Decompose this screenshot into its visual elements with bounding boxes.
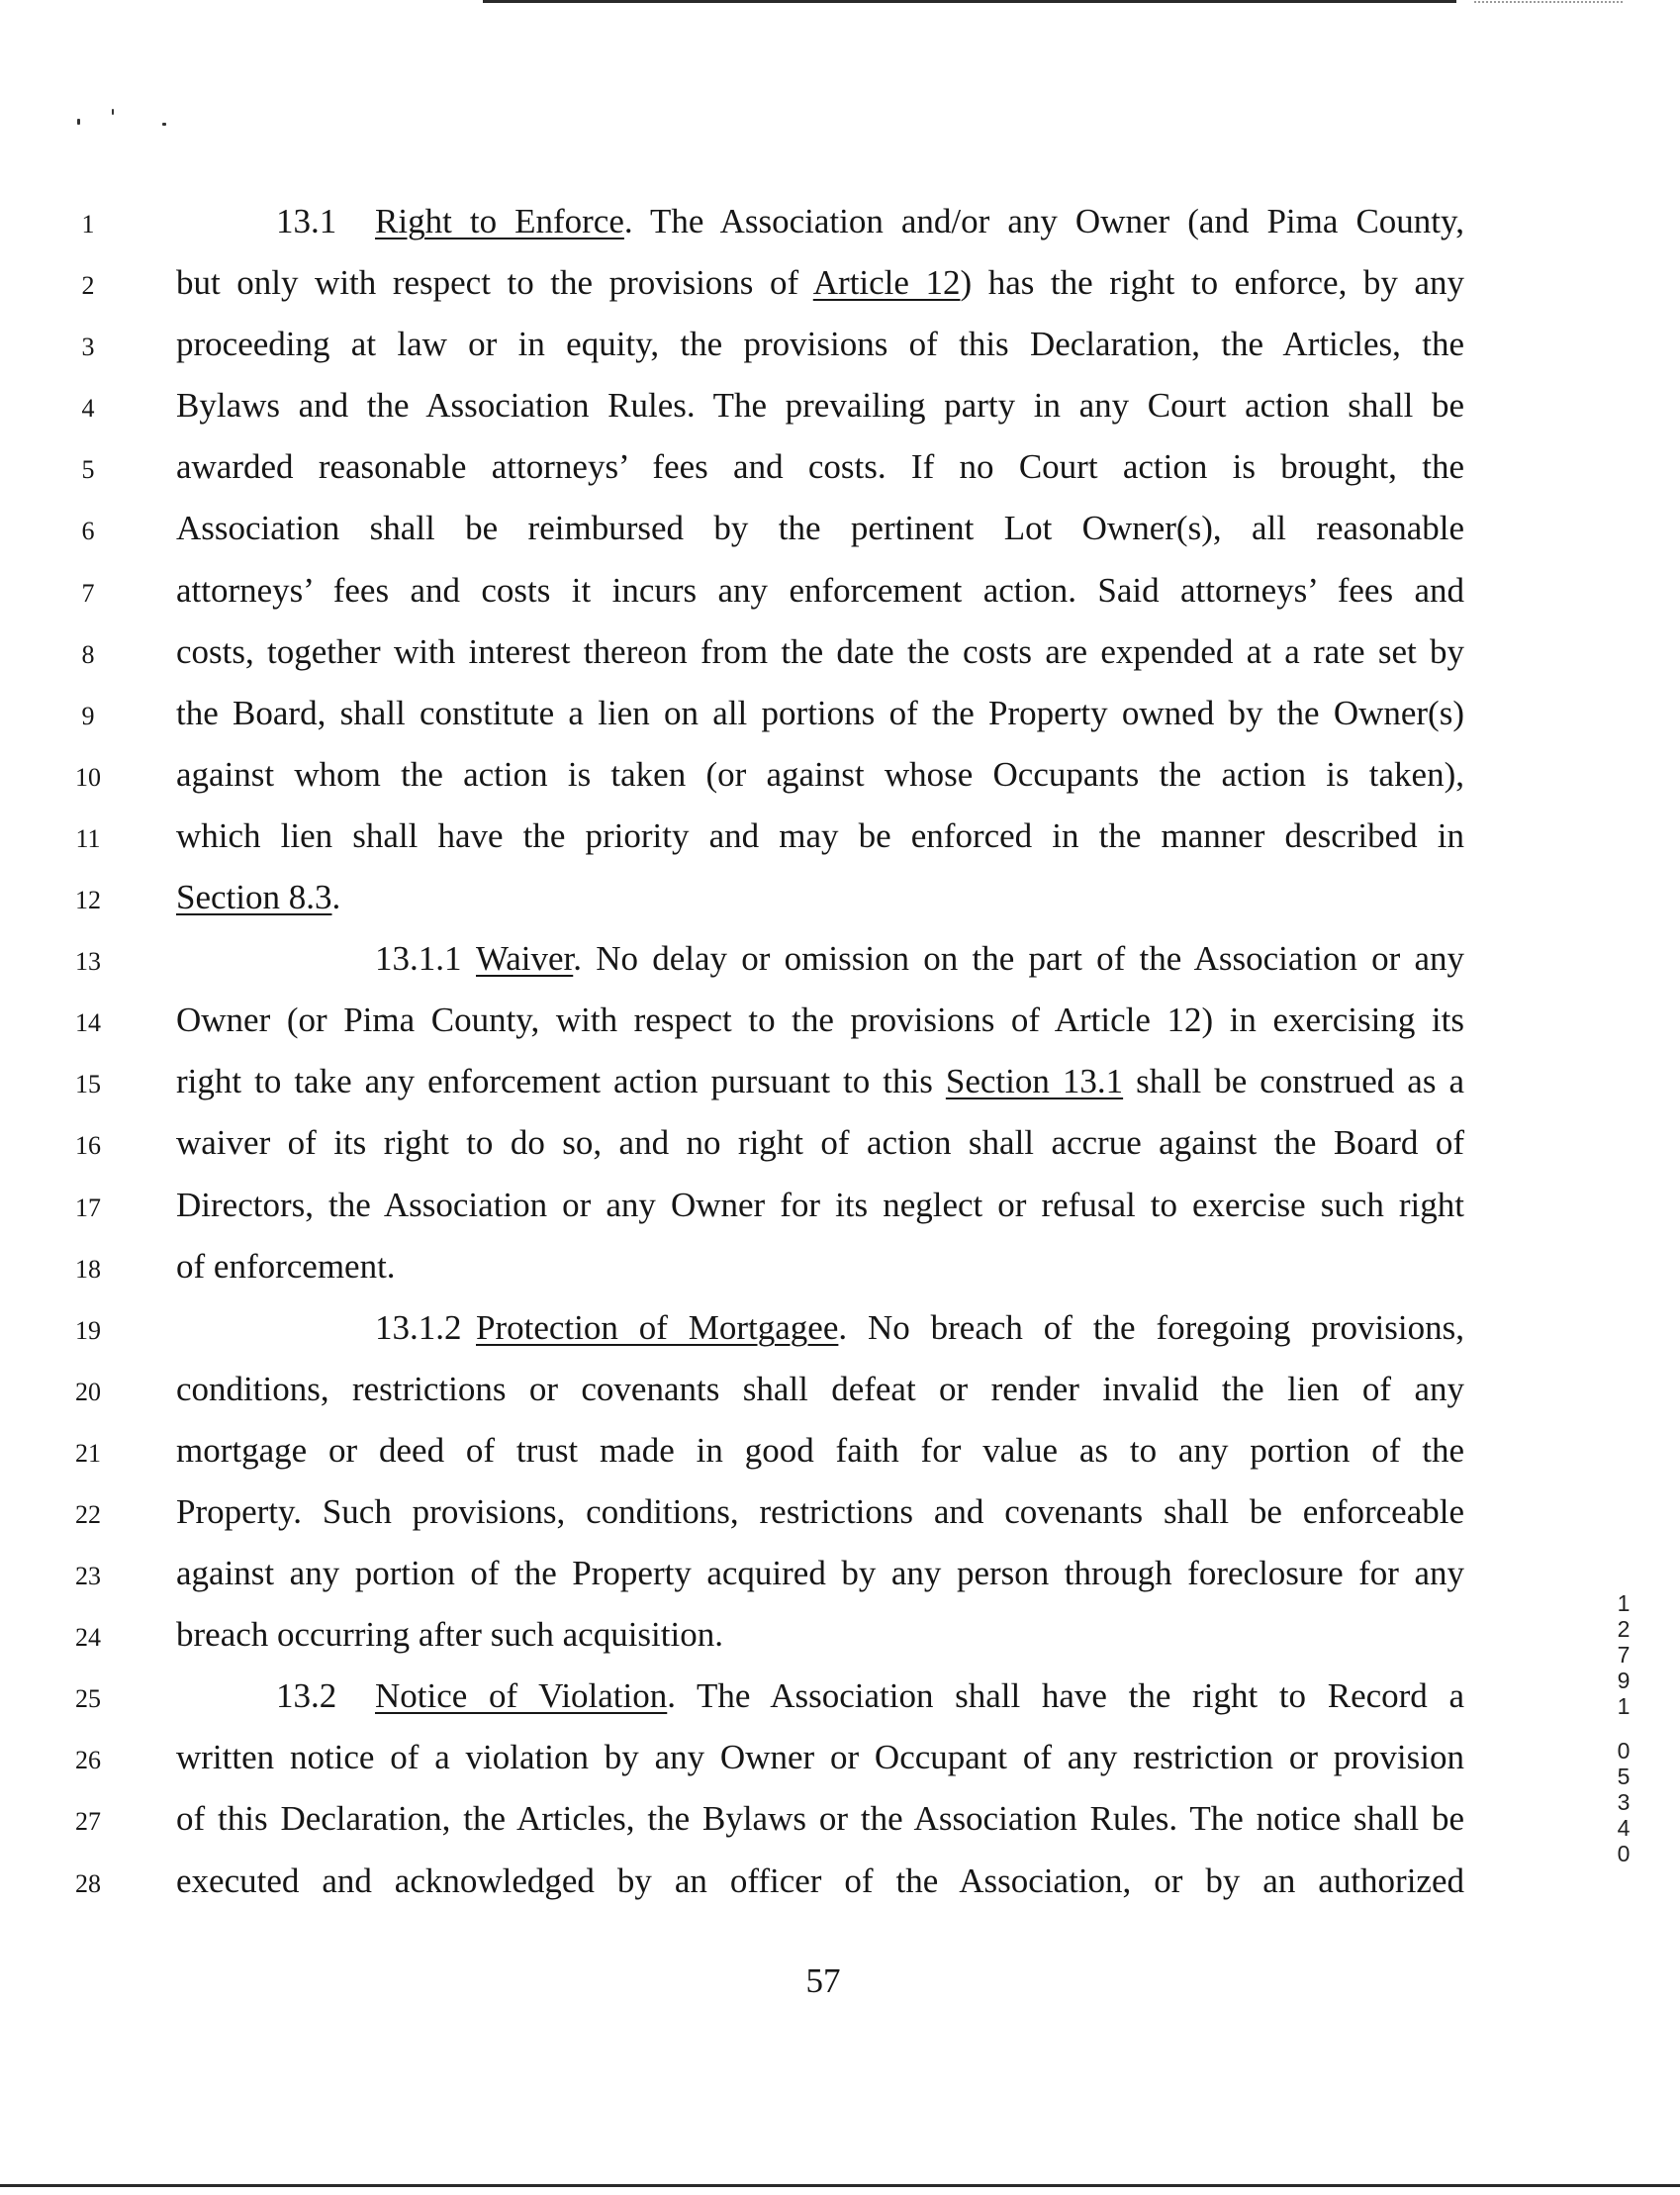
text-line (0, 1051, 1680, 1112)
line-text: the Board, shall constitute a lien on all portions of the Property owned by the Owner(s) (176, 693, 1464, 732)
line-number: 19 (75, 1315, 101, 1345)
line-number: 6 (81, 517, 95, 546)
text-line (0, 1481, 1680, 1543)
line-text: against whom the action is taken (or against whose Occupants the action is taken), (176, 754, 1464, 794)
text-line (0, 1727, 1680, 1788)
recording-stamp-part1: 12791 (1611, 1590, 1636, 1719)
text-line (0, 1297, 1680, 1359)
scan-speck (162, 123, 166, 126)
line-text: Owner (or Pima County, with respect to the provisions of Article 12) in exercising its (176, 1001, 1464, 1040)
line-number: 22 (75, 1499, 101, 1529)
line-number: 12 (75, 886, 101, 915)
cross-reference: Section 8.3 (176, 878, 332, 917)
text-line (0, 621, 1680, 683)
line-number: 26 (75, 1746, 101, 1775)
text-line (0, 1604, 1680, 1666)
line-text-rest: . No delay or omission on the part of the Association or any (573, 939, 1464, 979)
line-text-rest: . No breach of the foregoing provisions, (838, 1307, 1464, 1347)
section-number: 13.1 (276, 202, 337, 240)
line-text: Association shall be reimbursed by the pertinent Lot Owner(s), all reasonable (176, 509, 1464, 548)
line-number: 4 (81, 394, 95, 424)
numbered-text-body (0, 191, 1680, 1912)
line-number: 5 (81, 455, 95, 485)
line-text: against any portion of the Property acquired by any person through foreclosure for any (176, 1554, 1464, 1593)
line-number: 11 (75, 823, 101, 853)
text-line (0, 436, 1680, 498)
cross-reference: Section 13.1 (945, 1062, 1124, 1101)
section-number: 13.1.1 (375, 939, 462, 979)
section-heading: Protection of Mortgagee (476, 1307, 839, 1347)
text-line (0, 928, 1680, 990)
text-line (0, 314, 1680, 375)
line-number: 25 (75, 1684, 101, 1714)
text-line (0, 252, 1680, 314)
text-line (0, 744, 1680, 806)
line-text-rest: . The Association and/or any Owner (and Pima County, (623, 202, 1464, 240)
line-text: which lien shall have the priority and may be enforced in the manner described in (176, 815, 1464, 855)
line-text (176, 928, 1464, 990)
text-line (0, 191, 1680, 252)
text-line (0, 560, 1680, 621)
line-text: attorneys’ fees and costs it incurs any enforcement action. Said attorneys’ fees and (176, 570, 1464, 610)
section-number: 13.2 (276, 1676, 337, 1716)
cross-reference: Article 12 (812, 263, 961, 303)
line-text: written notice of a violation by any Owner or Occupant of any restriction or provision (176, 1738, 1464, 1777)
line-text: of enforcement. (176, 1246, 396, 1286)
text-line (0, 1788, 1680, 1850)
text-line (0, 1420, 1680, 1481)
text-line (0, 1175, 1680, 1236)
line-number: 23 (75, 1562, 101, 1591)
line-text-rest: shall be construed as a (1123, 1062, 1464, 1101)
line-text (176, 1051, 1464, 1112)
section-heading: Right to Enforce (375, 202, 624, 240)
scan-bottom-edge-line (0, 2184, 1680, 2187)
line-text: Bylaws and the Association Rules. The prevailing party in any Court action shall be (176, 386, 1464, 426)
line-text-rest: . The Association shall have the right to Record a (667, 1676, 1464, 1716)
line-number: 9 (81, 701, 95, 730)
line-text-rest: . (331, 878, 341, 917)
line-text-pre: but only with respect to the provisions of (176, 263, 813, 303)
section-number: 13.1.2 (375, 1307, 462, 1347)
line-text: of this Declaration, the Articles, the Bylaws or the Association Rules. The notice shall be (176, 1799, 1464, 1839)
line-text (176, 191, 1464, 252)
line-text-rest: ) has the right to enforce, by any (960, 263, 1464, 303)
text-line (0, 1236, 1680, 1297)
line-text (176, 867, 1464, 928)
scan-speck (77, 119, 80, 125)
line-number: 2 (81, 271, 95, 301)
line-number: 1 (81, 210, 95, 239)
line-text: proceeding at law or in equity, the provisions of this Declaration, the Articles, the (176, 325, 1464, 364)
text-line (0, 498, 1680, 559)
text-line (0, 806, 1680, 867)
line-number: 21 (75, 1438, 101, 1468)
scan-speck (112, 109, 114, 115)
line-text (176, 1666, 1464, 1727)
text-line (0, 1666, 1680, 1727)
recording-stamp-part2: 05340 (1611, 1738, 1636, 1866)
scan-top-edge-line (483, 0, 1456, 3)
line-text: Property. Such provisions, conditions, restrictions and covenants shall be enforceable (176, 1491, 1464, 1531)
text-line (0, 1359, 1680, 1420)
line-text: mortgage or deed of trust made in good faith for value as to any portion of the (176, 1430, 1464, 1470)
line-text: breach occurring after such acquisition. (176, 1615, 723, 1655)
line-text: waiver of its right to do so, and no right of action shall accrue against the Board of (176, 1123, 1464, 1163)
line-number: 10 (75, 762, 101, 792)
text-line (0, 990, 1680, 1051)
line-number: 3 (81, 333, 95, 362)
line-number: 15 (75, 1070, 101, 1099)
line-number: 13 (75, 947, 101, 977)
text-line (0, 683, 1680, 744)
page-number: 57 (805, 1961, 841, 2000)
scan-top-edge-dash (1474, 1, 1623, 3)
line-number: 27 (75, 1807, 101, 1837)
line-number: 17 (75, 1193, 101, 1222)
line-number: 8 (81, 639, 95, 669)
line-text: executed and acknowledged by an officer of the Association, or by an authorized (176, 1861, 1464, 1900)
line-number: 16 (75, 1131, 101, 1161)
line-number: 28 (75, 1868, 101, 1898)
line-text-pre: right to take any enforcement action pursuant to this (176, 1062, 946, 1101)
text-line (0, 1543, 1680, 1604)
line-text (176, 1297, 1464, 1359)
text-line (0, 1851, 1680, 1912)
line-number: 20 (75, 1377, 101, 1406)
line-text: Directors, the Association or any Owner for its neglect or refusal to exercise such right (176, 1185, 1464, 1224)
line-text: costs, together with interest thereon from the date the costs are expended at a rate set by (176, 631, 1464, 671)
line-number: 24 (75, 1623, 101, 1653)
text-line (0, 867, 1680, 928)
line-text (176, 252, 1464, 314)
section-heading: Waiver (476, 939, 574, 979)
line-text: awarded reasonable attorneys’ fees and costs. If no Court action is brought, the (176, 447, 1464, 487)
line-number: 14 (75, 1008, 101, 1038)
line-text: conditions, restrictions or covenants shall defeat or render invalid the lien of any (176, 1369, 1464, 1408)
section-heading: Notice of Violation (375, 1676, 668, 1716)
line-number: 18 (75, 1254, 101, 1284)
text-line (0, 375, 1680, 436)
line-number: 7 (81, 578, 95, 608)
text-line (0, 1112, 1680, 1174)
